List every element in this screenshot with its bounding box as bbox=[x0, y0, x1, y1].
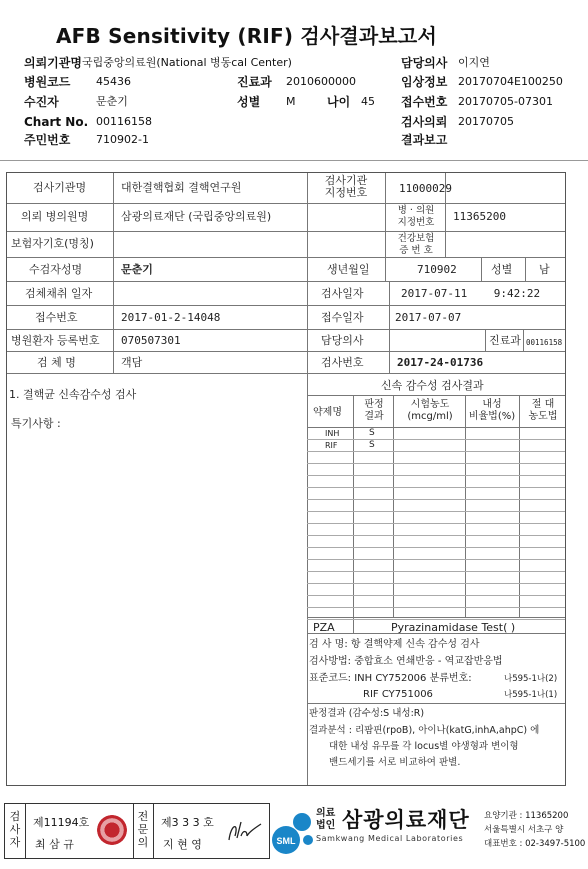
result-grid-line bbox=[307, 559, 565, 560]
result-grid-line bbox=[307, 487, 565, 488]
phone-line: 대표번호 : 02-3497-5100 bbox=[484, 839, 586, 849]
address-line: 서울특별시 서초구 양 bbox=[484, 825, 564, 835]
result-drug: RIF bbox=[325, 441, 338, 450]
insurer-label: 보험자기호(명칭) bbox=[11, 237, 94, 250]
result-grid-line bbox=[307, 619, 565, 620]
hosp-no-value: 11365200 bbox=[453, 210, 506, 223]
chart-value: 00116158 bbox=[96, 115, 152, 128]
sml-logo-icon bbox=[270, 806, 314, 858]
req-inst-value: 삼광의료재단 (국립중앙의료원) bbox=[121, 210, 272, 223]
method-class-2: 나595-1나(1) bbox=[504, 690, 558, 700]
result-grid-line bbox=[307, 523, 565, 524]
person-2: 지 현 영 bbox=[163, 838, 202, 851]
report-label: 결과보고 bbox=[401, 133, 448, 147]
judge-legend: 판정결과 (감수성:S 내성:R) bbox=[309, 708, 425, 719]
inst-no-label: 검사기관 지정번호 bbox=[324, 174, 368, 199]
name-value: 문춘기 bbox=[121, 263, 153, 276]
dept-label: 진료과 bbox=[237, 75, 272, 89]
org-en: Samkwang Medical Laboratories bbox=[316, 834, 464, 843]
license-2: 제3 3 3 호 bbox=[161, 816, 214, 829]
reg-no-value: 070507301 bbox=[121, 334, 181, 347]
doctor-label: 담당의사 bbox=[401, 56, 448, 70]
patient-label: 수진자 bbox=[24, 95, 59, 109]
header-separator bbox=[0, 160, 588, 161]
result-judge: S bbox=[369, 428, 375, 438]
request-label: 검사의뢰 bbox=[401, 115, 448, 129]
code-line: 요양기관 : 11365200 bbox=[484, 811, 569, 821]
reg-no-label: 병원환자 등록번호 bbox=[11, 334, 100, 347]
seal-stamp bbox=[97, 815, 127, 845]
recv-date-value: 2017-07-07 bbox=[395, 311, 462, 324]
result-grid-line bbox=[307, 439, 565, 440]
health-no-label: 건강보험 증 번 호 bbox=[397, 233, 435, 256]
result-grid-line bbox=[307, 607, 565, 608]
dob-value: 710902 bbox=[417, 263, 457, 276]
method-name: 검 사 명: 항 결핵약제 신속 감수성 검사 bbox=[309, 639, 480, 650]
chart-label: Chart No. bbox=[24, 115, 89, 129]
receipt-value: 20170705-07301 bbox=[458, 95, 553, 108]
corp-label: 의료 법인 bbox=[316, 808, 336, 831]
result-grid-line bbox=[307, 595, 565, 596]
method-code-1: 표준코드: INH CY752006 분류번호: bbox=[309, 673, 472, 684]
result-grid-line bbox=[307, 499, 565, 500]
rrn-label: 주민번호 bbox=[24, 133, 71, 147]
form-dept-value: 00116158 bbox=[526, 338, 563, 347]
clinical-value: 20170704E100250 bbox=[458, 75, 563, 88]
logo-small-text: SML bbox=[276, 836, 296, 846]
role-1: 검사자 bbox=[9, 810, 21, 849]
exam-no-value: 2017-24-01736 bbox=[397, 356, 484, 369]
inst-label: 검사기관명 bbox=[33, 181, 87, 194]
exam-date-value: 2017-07-11 9:42:22 bbox=[401, 287, 541, 300]
dob-label: 생년월일 bbox=[327, 263, 370, 276]
clinical-label: 임상정보 bbox=[401, 75, 448, 89]
analysis-2: 대한 내성 유무를 각 locus별 야생형과 변이형 bbox=[329, 741, 519, 752]
signature-box bbox=[4, 803, 270, 859]
result-table-title: 신속 감수성 검사결과 bbox=[381, 379, 484, 392]
form-sex-value: 남 bbox=[539, 263, 550, 276]
col-resist: 내성 비율법(%) bbox=[468, 399, 516, 422]
org-name: 삼광의료재단 bbox=[342, 808, 470, 832]
exam-date-label: 검사일자 bbox=[321, 287, 364, 300]
col-conc: 시험농도 (mcg/ml) bbox=[407, 399, 453, 422]
age-label: 나이 bbox=[327, 95, 351, 109]
report-form bbox=[6, 172, 566, 786]
result-grid-line bbox=[307, 583, 565, 584]
result-grid-line bbox=[307, 571, 565, 572]
col-judge: 판정 결과 bbox=[364, 399, 384, 422]
requester-value: 국립중앙의료원(National 병동cal Center) bbox=[82, 56, 292, 69]
sex-label: 성별 bbox=[237, 95, 261, 109]
report-title: AFB Sensitivity (RIF) 검사결과보고서 bbox=[56, 24, 437, 48]
receipt-label: 접수번호 bbox=[401, 95, 448, 109]
hospital-code-label: 병원코드 bbox=[24, 75, 71, 89]
req-inst-label: 의뢰 병의원명 bbox=[21, 210, 89, 223]
request-value: 20170705 bbox=[458, 115, 514, 128]
result-drug: INH bbox=[325, 429, 340, 438]
pza-label: PZA bbox=[313, 621, 335, 634]
pza-value: Pyrazinamidase Test( ) bbox=[391, 621, 516, 634]
remarks-label: 특기사항 : bbox=[11, 417, 61, 430]
result-grid-line bbox=[307, 451, 565, 452]
form-sex-label: 성별 bbox=[491, 263, 513, 276]
license-1: 제11194호 bbox=[33, 816, 90, 829]
form-dept-label: 진료과 bbox=[489, 334, 521, 347]
result-grid-line bbox=[307, 463, 565, 464]
rrn-value: 710902-1 bbox=[96, 133, 149, 146]
hospital-code-value: 45436 bbox=[96, 75, 131, 88]
inst-value: 대한결핵협회 결핵연구원 bbox=[121, 181, 242, 194]
result-grid-line bbox=[307, 535, 565, 536]
specimen-label: 검 체 명 bbox=[37, 356, 76, 369]
result-judge: S bbox=[369, 440, 375, 450]
dept-value: 2010600000 bbox=[286, 75, 356, 88]
result-grid-line bbox=[307, 547, 565, 548]
accession-value: 2017-01-2-14048 bbox=[121, 311, 221, 324]
requester-label: 의뢰기관명 bbox=[24, 56, 82, 70]
person-1: 최 삼 규 bbox=[35, 838, 74, 851]
age-value: 45 bbox=[361, 95, 375, 108]
exam-no-label: 검사번호 bbox=[321, 356, 364, 369]
analysis-1: 결과분석 : 리팜핀(rpoB), 아이나(katG,inhA,ahpC) 에 bbox=[309, 725, 540, 736]
doc-label: 담당의사 bbox=[321, 334, 364, 347]
method-class-1: 나595-1나(2) bbox=[504, 674, 558, 684]
test-item: 1. 결핵균 신속감수성 검사 bbox=[9, 388, 137, 401]
hosp-no-label: 병 · 의원 지정번호 bbox=[397, 205, 435, 228]
doctor-value: 이지연 bbox=[458, 56, 490, 69]
result-grid-line bbox=[307, 511, 565, 512]
col-abs: 절 대 농도법 bbox=[528, 399, 558, 422]
accession-label: 접수번호 bbox=[35, 311, 78, 324]
signature-mark bbox=[225, 818, 265, 846]
patient-value: 문춘기 bbox=[96, 95, 128, 108]
result-grid-line bbox=[307, 475, 565, 476]
inst-no-value: 11000029 bbox=[399, 182, 452, 195]
method-code-2: RIF CY751006 bbox=[363, 689, 433, 700]
method-procedure: 검사방법: 중합효소 연쇄반응 - 역교잡반응법 bbox=[309, 656, 503, 667]
sex-value: M bbox=[286, 95, 296, 108]
collect-label: 검체채취 일자 bbox=[25, 287, 93, 300]
name-label: 수검자성명 bbox=[29, 263, 83, 276]
specimen-value: 객담 bbox=[121, 356, 143, 369]
col-drug: 약제명 bbox=[313, 407, 342, 418]
analysis-3: 밴드세기를 서로 비교하여 판별. bbox=[329, 757, 461, 768]
role-2: 전문의 bbox=[137, 810, 149, 849]
recv-date-label: 접수일자 bbox=[321, 311, 364, 324]
